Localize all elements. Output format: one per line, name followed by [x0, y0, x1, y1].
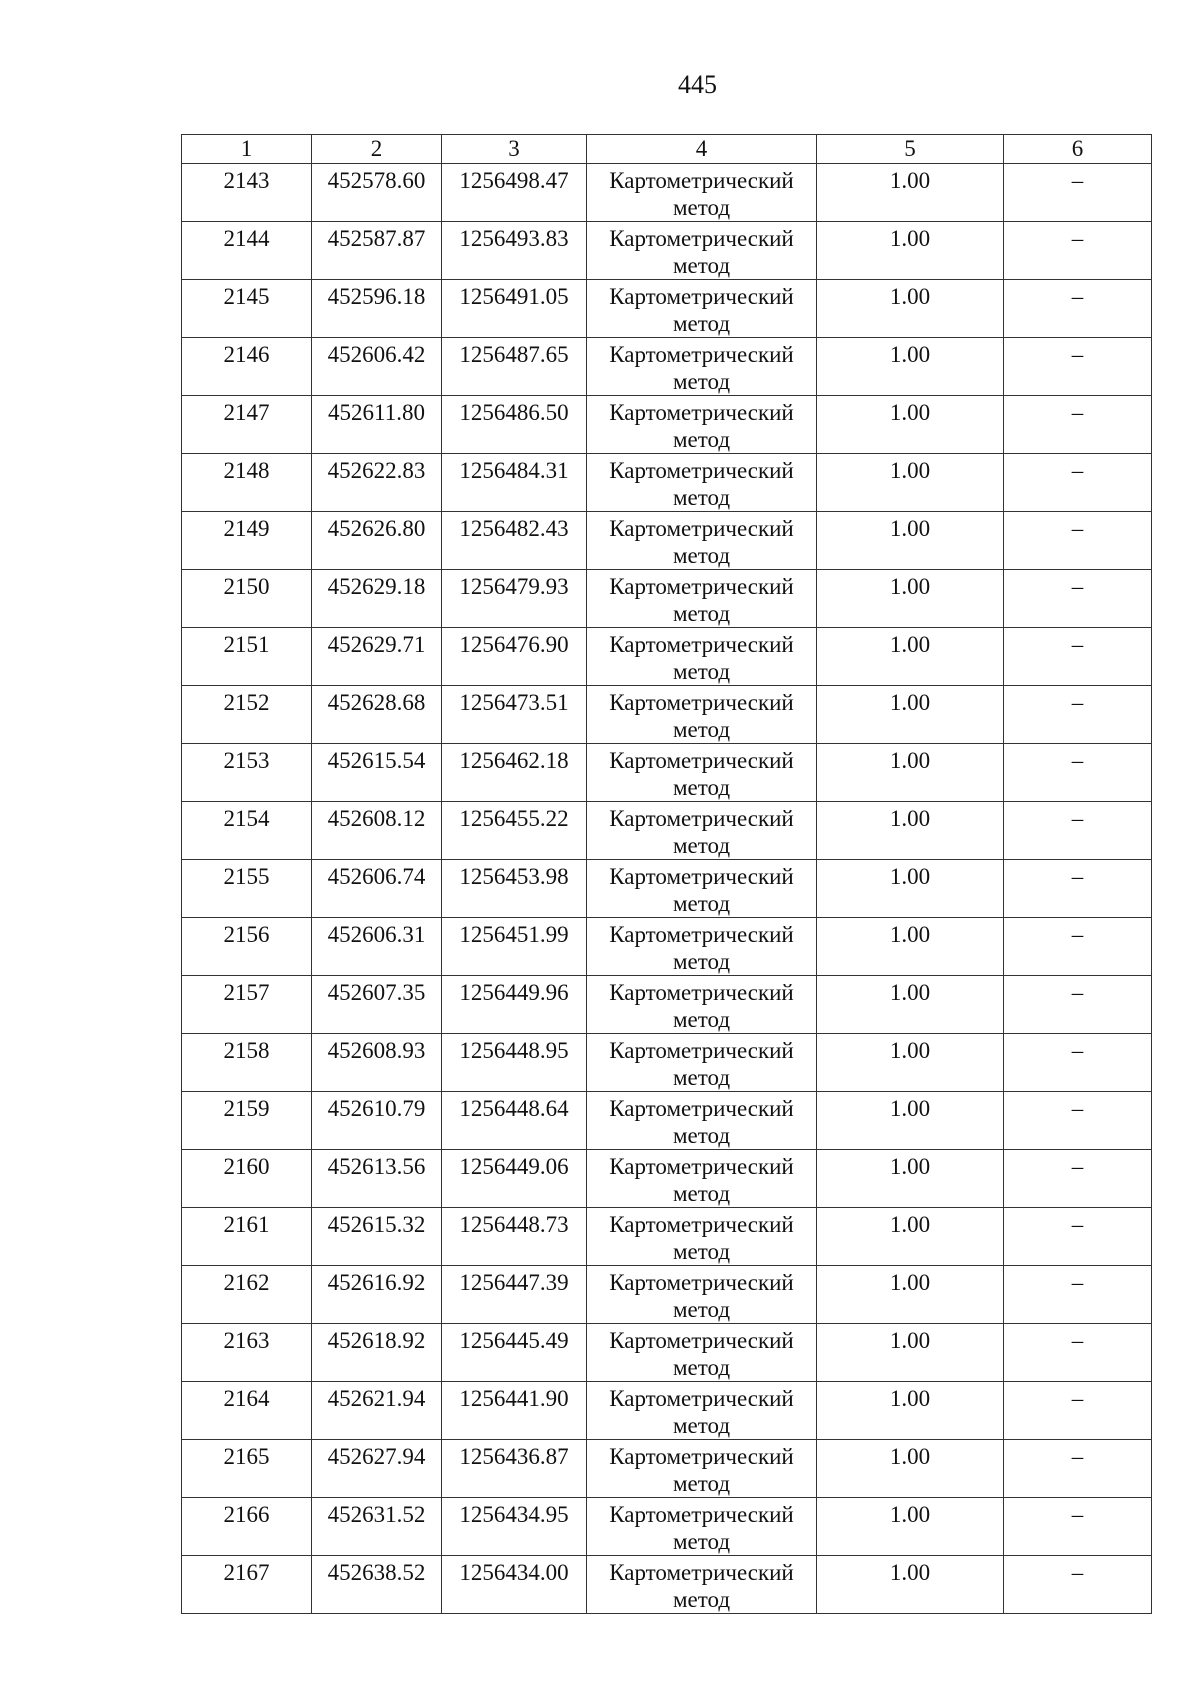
table-row — [182, 164, 1152, 222]
method-line-1: Картометрический — [609, 806, 794, 831]
y-coordinate-cell: 1256448.64 — [442, 1092, 587, 1150]
y-coordinate-cell: 1256498.47 — [442, 164, 587, 222]
x-coordinate-cell: 452608.93 — [312, 1034, 442, 1092]
y-coordinate-cell: 1256449.06 — [442, 1150, 587, 1208]
accuracy-cell: 1.00 — [817, 1440, 1004, 1498]
method-line-2: метод — [672, 1123, 731, 1148]
y-coordinate-cell: 1256445.49 — [442, 1324, 587, 1382]
method-line-2: метод — [672, 1297, 731, 1322]
method-cell — [587, 512, 817, 570]
method-line-1: Картометрический — [609, 226, 794, 251]
table-row — [182, 338, 1152, 396]
accuracy-cell: 1.00 — [817, 1150, 1004, 1208]
y-coordinate-cell: 1256482.43 — [442, 512, 587, 570]
method-cell — [587, 1208, 817, 1266]
x-coordinate-cell: 452606.74 — [312, 860, 442, 918]
method-line-2: метод — [672, 833, 731, 858]
table-row — [182, 570, 1152, 628]
column-header: 2 — [312, 135, 442, 164]
x-coordinate-cell: 452622.83 — [312, 454, 442, 512]
x-coordinate-cell: 452618.92 — [312, 1324, 442, 1382]
method-line-2: метод — [672, 253, 731, 278]
point-number-cell: 2148 — [182, 454, 312, 512]
method-line-2: метод — [672, 659, 731, 684]
table-row — [182, 1092, 1152, 1150]
column-header: 1 — [182, 135, 312, 164]
method-line-2: метод — [672, 1413, 731, 1438]
y-coordinate-cell: 1256453.98 — [442, 860, 587, 918]
note-cell: – — [1004, 1440, 1152, 1498]
method-line-2: метод — [672, 311, 731, 336]
page-number: 445 — [678, 70, 717, 99]
table-row — [182, 1208, 1152, 1266]
point-number-cell: 2157 — [182, 976, 312, 1034]
x-coordinate-cell: 452626.80 — [312, 512, 442, 570]
table-row — [182, 1324, 1152, 1382]
point-number-cell: 2159 — [182, 1092, 312, 1150]
note-cell: – — [1004, 1208, 1152, 1266]
note-cell: – — [1004, 802, 1152, 860]
x-coordinate-cell: 452606.31 — [312, 918, 442, 976]
accuracy-cell: 1.00 — [817, 744, 1004, 802]
point-number-cell: 2145 — [182, 280, 312, 338]
accuracy-cell: 1.00 — [817, 1324, 1004, 1382]
method-line-2: метод — [672, 891, 731, 916]
accuracy-cell: 1.00 — [817, 1498, 1004, 1556]
method-cell — [587, 1092, 817, 1150]
accuracy-cell: 1.00 — [817, 1382, 1004, 1440]
table-row — [182, 1150, 1152, 1208]
note-cell: – — [1004, 860, 1152, 918]
table-row — [182, 976, 1152, 1034]
point-number-cell: 2151 — [182, 628, 312, 686]
table-row — [182, 918, 1152, 976]
point-number-cell: 2158 — [182, 1034, 312, 1092]
table-row — [182, 1266, 1152, 1324]
note-cell: – — [1004, 512, 1152, 570]
header-row — [182, 135, 1152, 164]
point-number-cell: 2167 — [182, 1556, 312, 1614]
accuracy-cell: 1.00 — [817, 976, 1004, 1034]
method-cell — [587, 454, 817, 512]
x-coordinate-cell: 452596.18 — [312, 280, 442, 338]
y-coordinate-cell: 1256451.99 — [442, 918, 587, 976]
method-cell — [587, 918, 817, 976]
point-number-cell: 2163 — [182, 1324, 312, 1382]
column-header: 4 — [587, 135, 817, 164]
accuracy-cell: 1.00 — [817, 1034, 1004, 1092]
table-row — [182, 860, 1152, 918]
note-cell: – — [1004, 570, 1152, 628]
method-line-1: Картометрический — [609, 748, 794, 773]
method-line-1: Картометрический — [609, 342, 794, 367]
table-row — [182, 1382, 1152, 1440]
note-cell: – — [1004, 396, 1152, 454]
y-coordinate-cell: 1256434.00 — [442, 1556, 587, 1614]
accuracy-cell: 1.00 — [817, 570, 1004, 628]
method-line-1: Картометрический — [609, 1502, 794, 1527]
table-row — [182, 454, 1152, 512]
method-line-2: метод — [672, 949, 731, 974]
point-number-cell: 2154 — [182, 802, 312, 860]
x-coordinate-cell: 452631.52 — [312, 1498, 442, 1556]
method-cell — [587, 1440, 817, 1498]
accuracy-cell: 1.00 — [817, 918, 1004, 976]
point-number-cell: 2161 — [182, 1208, 312, 1266]
point-number-cell: 2144 — [182, 222, 312, 280]
x-coordinate-cell: 452611.80 — [312, 396, 442, 454]
point-number-cell: 2153 — [182, 744, 312, 802]
method-line-1: Картометрический — [609, 1154, 794, 1179]
method-cell — [587, 1034, 817, 1092]
table-row — [182, 1034, 1152, 1092]
method-line-1: Картометрический — [609, 574, 794, 599]
method-line-1: Картометрический — [609, 458, 794, 483]
method-line-1: Картометрический — [609, 168, 794, 193]
y-coordinate-cell: 1256447.39 — [442, 1266, 587, 1324]
y-coordinate-cell: 1256476.90 — [442, 628, 587, 686]
method-line-2: метод — [672, 1065, 731, 1090]
point-number-cell: 2165 — [182, 1440, 312, 1498]
method-line-1: Картометрический — [609, 922, 794, 947]
column-header: 3 — [442, 135, 587, 164]
method-line-2: метод — [672, 1587, 731, 1612]
method-cell — [587, 1498, 817, 1556]
x-coordinate-cell: 452608.12 — [312, 802, 442, 860]
accuracy-cell: 1.00 — [817, 1266, 1004, 1324]
accuracy-cell: 1.00 — [817, 454, 1004, 512]
note-cell: – — [1004, 918, 1152, 976]
method-line-2: метод — [672, 717, 731, 742]
method-line-2: метод — [672, 427, 731, 452]
x-coordinate-cell: 452628.68 — [312, 686, 442, 744]
method-line-2: метод — [672, 1181, 731, 1206]
method-line-1: Картометрический — [609, 980, 794, 1005]
point-number-cell: 2146 — [182, 338, 312, 396]
y-coordinate-cell: 1256448.95 — [442, 1034, 587, 1092]
method-cell — [587, 164, 817, 222]
accuracy-cell: 1.00 — [817, 1092, 1004, 1150]
note-cell: – — [1004, 1382, 1152, 1440]
table-row — [182, 512, 1152, 570]
x-coordinate-cell: 452629.18 — [312, 570, 442, 628]
accuracy-cell: 1.00 — [817, 1208, 1004, 1266]
table-row — [182, 222, 1152, 280]
method-line-1: Картометрический — [609, 400, 794, 425]
note-cell: – — [1004, 454, 1152, 512]
method-line-1: Картометрический — [609, 1270, 794, 1295]
note-cell: – — [1004, 280, 1152, 338]
method-cell — [587, 570, 817, 628]
accuracy-cell: 1.00 — [817, 1556, 1004, 1614]
method-line-2: метод — [672, 1529, 731, 1554]
note-cell: – — [1004, 744, 1152, 802]
note-cell: – — [1004, 164, 1152, 222]
table-row — [182, 628, 1152, 686]
table-row — [182, 1498, 1152, 1556]
accuracy-cell: 1.00 — [817, 512, 1004, 570]
method-line-1: Картометрический — [609, 632, 794, 657]
note-cell: – — [1004, 628, 1152, 686]
method-cell — [587, 1324, 817, 1382]
method-line-2: метод — [672, 775, 731, 800]
x-coordinate-cell: 452610.79 — [312, 1092, 442, 1150]
x-coordinate-cell: 452607.35 — [312, 976, 442, 1034]
table-row — [182, 1556, 1152, 1614]
accuracy-cell: 1.00 — [817, 802, 1004, 860]
accuracy-cell: 1.00 — [817, 280, 1004, 338]
point-number-cell: 2152 — [182, 686, 312, 744]
method-line-1: Картометрический — [609, 516, 794, 541]
method-line-2: метод — [672, 195, 731, 220]
column-header: 5 — [817, 135, 1004, 164]
point-number-cell: 2149 — [182, 512, 312, 570]
method-cell — [587, 976, 817, 1034]
method-cell — [587, 860, 817, 918]
y-coordinate-cell: 1256462.18 — [442, 744, 587, 802]
table-row — [182, 1440, 1152, 1498]
method-line-1: Картометрический — [609, 284, 794, 309]
point-number-cell: 2143 — [182, 164, 312, 222]
method-line-1: Картометрический — [609, 1444, 794, 1469]
accuracy-cell: 1.00 — [817, 628, 1004, 686]
y-coordinate-cell: 1256486.50 — [442, 396, 587, 454]
y-coordinate-cell: 1256455.22 — [442, 802, 587, 860]
method-line-1: Картометрический — [609, 1328, 794, 1353]
method-line-2: метод — [672, 485, 731, 510]
note-cell: – — [1004, 686, 1152, 744]
accuracy-cell: 1.00 — [817, 338, 1004, 396]
point-number-cell: 2155 — [182, 860, 312, 918]
note-cell: – — [1004, 1092, 1152, 1150]
accuracy-cell: 1.00 — [817, 396, 1004, 454]
x-coordinate-cell: 452578.60 — [312, 164, 442, 222]
note-cell: – — [1004, 1150, 1152, 1208]
method-cell — [587, 1556, 817, 1614]
x-coordinate-cell: 452615.32 — [312, 1208, 442, 1266]
method-line-2: метод — [672, 369, 731, 394]
method-line-2: метод — [672, 543, 731, 568]
table-body — [182, 164, 1152, 1614]
accuracy-cell: 1.00 — [817, 686, 1004, 744]
point-number-cell: 2160 — [182, 1150, 312, 1208]
method-line-2: метод — [672, 1239, 731, 1264]
method-line-2: метод — [672, 1355, 731, 1380]
accuracy-cell: 1.00 — [817, 222, 1004, 280]
method-cell — [587, 744, 817, 802]
method-cell — [587, 686, 817, 744]
y-coordinate-cell: 1256441.90 — [442, 1382, 587, 1440]
y-coordinate-cell: 1256449.96 — [442, 976, 587, 1034]
method-cell — [587, 338, 817, 396]
note-cell: – — [1004, 1556, 1152, 1614]
y-coordinate-cell: 1256434.95 — [442, 1498, 587, 1556]
method-line-2: метод — [672, 601, 731, 626]
method-cell — [587, 396, 817, 454]
coordinates-table — [181, 134, 1152, 1614]
method-cell — [587, 222, 817, 280]
y-coordinate-cell: 1256491.05 — [442, 280, 587, 338]
method-line-1: Картометрический — [609, 1212, 794, 1237]
y-coordinate-cell: 1256484.31 — [442, 454, 587, 512]
x-coordinate-cell: 452616.92 — [312, 1266, 442, 1324]
table-row — [182, 280, 1152, 338]
accuracy-cell: 1.00 — [817, 164, 1004, 222]
y-coordinate-cell: 1256487.65 — [442, 338, 587, 396]
x-coordinate-cell: 452638.52 — [312, 1556, 442, 1614]
method-line-1: Картометрический — [609, 1560, 794, 1585]
note-cell: – — [1004, 338, 1152, 396]
table-row — [182, 686, 1152, 744]
note-cell: – — [1004, 1324, 1152, 1382]
point-number-cell: 2162 — [182, 1266, 312, 1324]
note-cell: – — [1004, 1498, 1152, 1556]
note-cell: – — [1004, 1266, 1152, 1324]
column-header: 6 — [1004, 135, 1152, 164]
method-cell — [587, 1382, 817, 1440]
x-coordinate-cell: 452621.94 — [312, 1382, 442, 1440]
method-line-1: Картометрический — [609, 690, 794, 715]
point-number-cell: 2166 — [182, 1498, 312, 1556]
note-cell: – — [1004, 1034, 1152, 1092]
method-cell — [587, 628, 817, 686]
y-coordinate-cell: 1256493.83 — [442, 222, 587, 280]
method-cell — [587, 1150, 817, 1208]
y-coordinate-cell: 1256473.51 — [442, 686, 587, 744]
x-coordinate-cell: 452627.94 — [312, 1440, 442, 1498]
y-coordinate-cell: 1256479.93 — [442, 570, 587, 628]
x-coordinate-cell: 452587.87 — [312, 222, 442, 280]
note-cell: – — [1004, 222, 1152, 280]
method-line-1: Картометрический — [609, 1038, 794, 1063]
table-row — [182, 802, 1152, 860]
accuracy-cell: 1.00 — [817, 860, 1004, 918]
point-number-cell: 2147 — [182, 396, 312, 454]
point-number-cell: 2164 — [182, 1382, 312, 1440]
method-line-2: метод — [672, 1007, 731, 1032]
table-row — [182, 744, 1152, 802]
x-coordinate-cell: 452615.54 — [312, 744, 442, 802]
x-coordinate-cell: 452629.71 — [312, 628, 442, 686]
table-row — [182, 396, 1152, 454]
method-line-2: метод — [672, 1471, 731, 1496]
x-coordinate-cell: 452606.42 — [312, 338, 442, 396]
method-line-1: Картометрический — [609, 1386, 794, 1411]
x-coordinate-cell: 452613.56 — [312, 1150, 442, 1208]
note-cell: – — [1004, 976, 1152, 1034]
y-coordinate-cell: 1256448.73 — [442, 1208, 587, 1266]
y-coordinate-cell: 1256436.87 — [442, 1440, 587, 1498]
method-cell — [587, 1266, 817, 1324]
method-line-1: Картометрический — [609, 1096, 794, 1121]
method-cell — [587, 802, 817, 860]
method-cell — [587, 280, 817, 338]
method-line-1: Картометрический — [609, 864, 794, 889]
point-number-cell: 2150 — [182, 570, 312, 628]
point-number-cell: 2156 — [182, 918, 312, 976]
